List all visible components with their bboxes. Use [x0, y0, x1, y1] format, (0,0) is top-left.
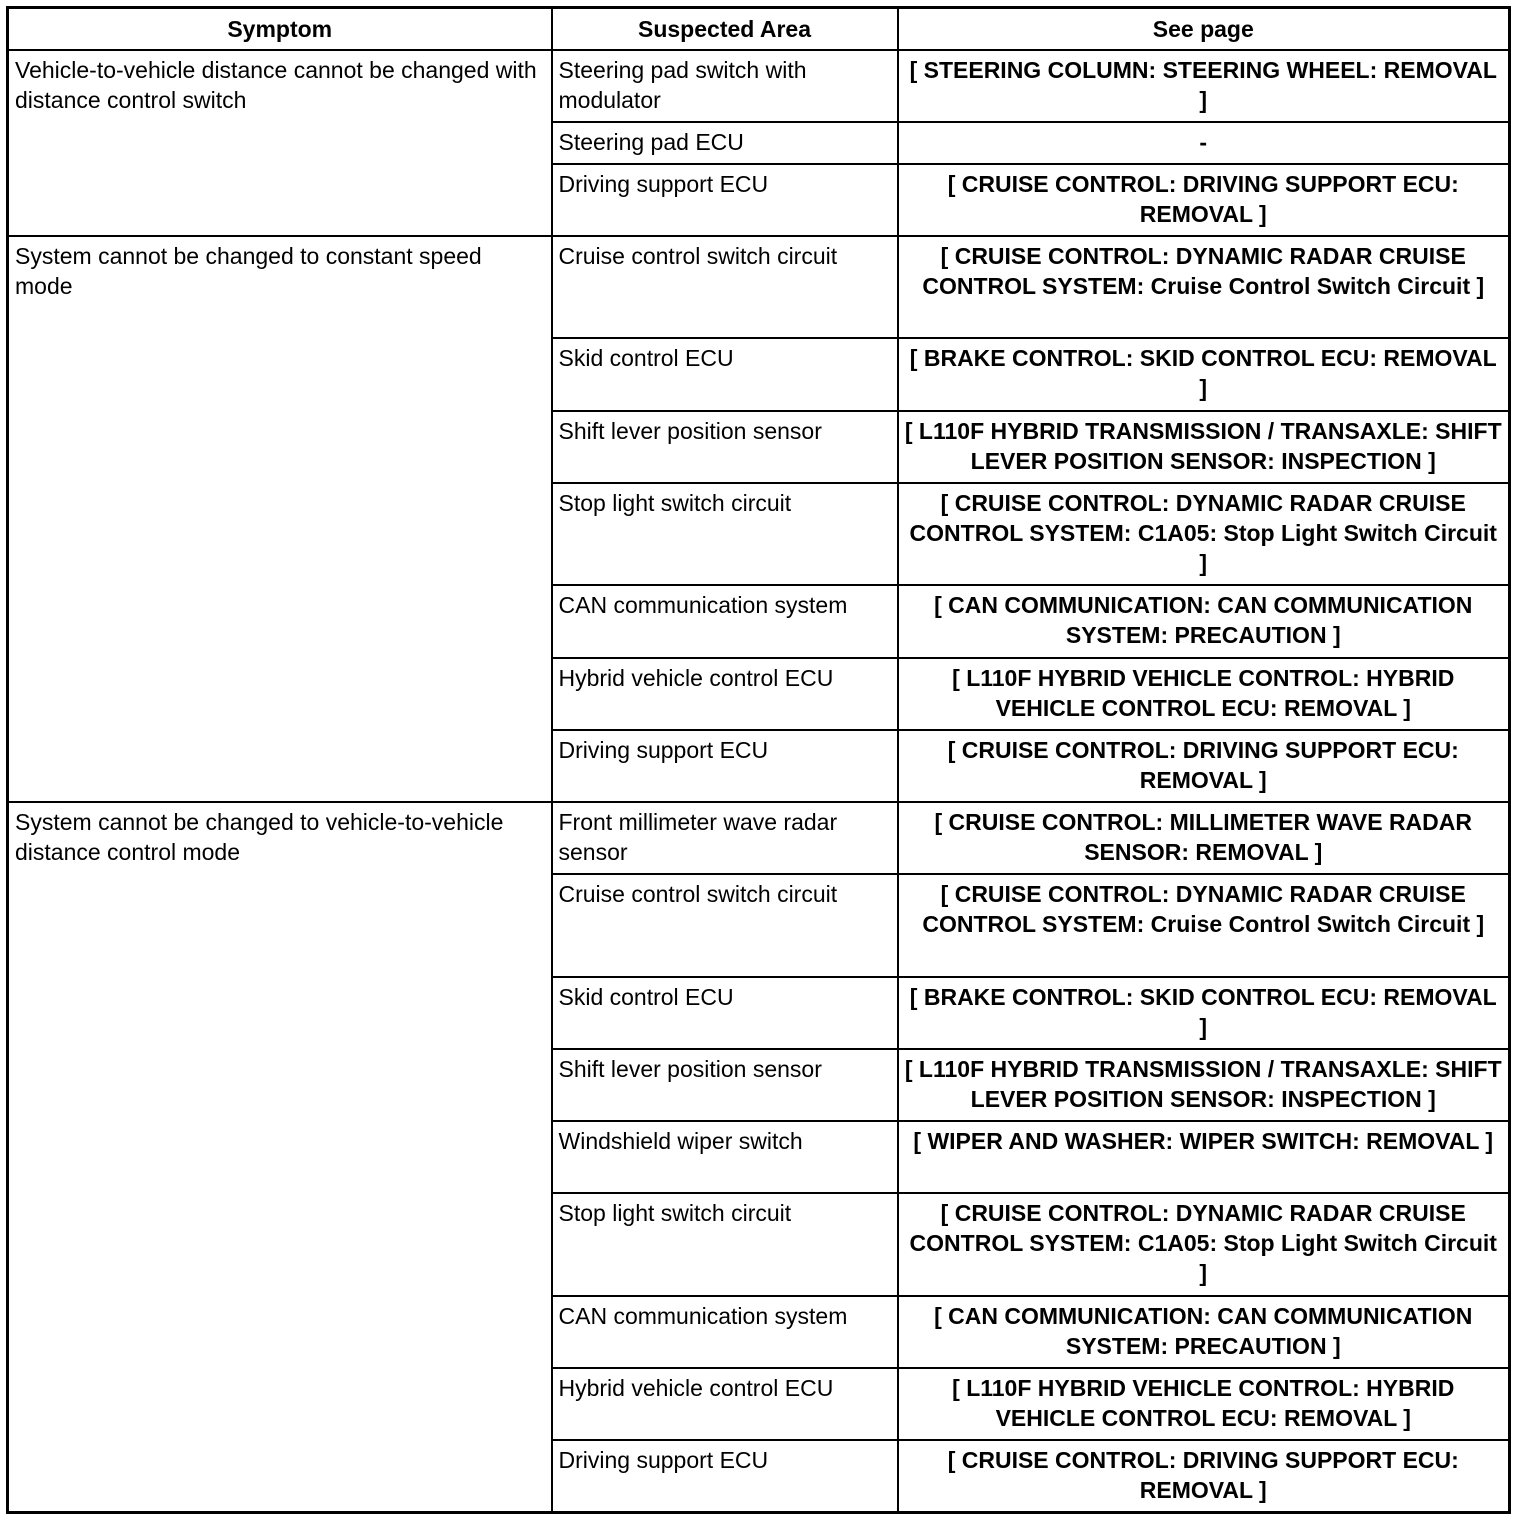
see-page-cell: [ STEERING COLUMN: STEERING WHEEL: REMOVAL ] [898, 50, 1510, 122]
symptom-cell: System cannot be changed to constant speed mode [8, 236, 552, 802]
see-page-cell: [ CRUISE CONTROL: DYNAMIC RADAR CRUISE CONTROL SYSTEM: C1A05: Stop Light Switch Circuit ] [898, 1193, 1510, 1295]
header-symptom: Symptom [8, 8, 552, 50]
suspected-area-cell: Shift lever position sensor [552, 1049, 898, 1121]
table-row [8, 802, 1510, 874]
see-page-cell: [ L110F HYBRID VEHICLE CONTROL: HYBRID VEHICLE CONTROL ECU: REMOVAL ] [898, 658, 1510, 730]
suspected-area-cell: Stop light switch circuit [552, 1193, 898, 1295]
see-page-cell: [ BRAKE CONTROL: SKID CONTROL ECU: REMOVAL ] [898, 338, 1510, 410]
suspected-area-cell: Shift lever position sensor [552, 411, 898, 483]
troubleshooting-table [6, 6, 1511, 1514]
table-row [8, 236, 1510, 338]
see-page-cell: [ L110F HYBRID VEHICLE CONTROL: HYBRID VEHICLE CONTROL ECU: REMOVAL ] [898, 1368, 1510, 1440]
see-page-cell: [ CRUISE CONTROL: DRIVING SUPPORT ECU: REMOVAL ] [898, 1440, 1510, 1512]
see-page-cell: [ CRUISE CONTROL: DYNAMIC RADAR CRUISE CONTROL SYSTEM: Cruise Control Switch Circuit ] [898, 236, 1510, 338]
suspected-area-cell: Steering pad ECU [552, 122, 898, 164]
suspected-area-cell: CAN communication system [552, 1296, 898, 1368]
see-page-cell: [ L110F HYBRID TRANSMISSION / TRANSAXLE: SHIFT LEVER POSITION SENSOR: INSPECTION ] [898, 1049, 1510, 1121]
suspected-area-cell: Windshield wiper switch [552, 1121, 898, 1193]
see-page-cell: [ CRUISE CONTROL: DYNAMIC RADAR CRUISE CONTROL SYSTEM: Cruise Control Switch Circuit ] [898, 874, 1510, 976]
see-page-cell: - [898, 122, 1510, 164]
symptom-cell: Vehicle-to-vehicle distance cannot be changed with distance control switch [8, 50, 552, 237]
see-page-cell: [ WIPER AND WASHER: WIPER SWITCH: REMOVAL ] [898, 1121, 1510, 1193]
see-page-cell: [ CRUISE CONTROL: DYNAMIC RADAR CRUISE CONTROL SYSTEM: C1A05: Stop Light Switch Circuit ] [898, 483, 1510, 585]
see-page-cell: [ CRUISE CONTROL: MILLIMETER WAVE RADAR SENSOR: REMOVAL ] [898, 802, 1510, 874]
see-page-cell: [ BRAKE CONTROL: SKID CONTROL ECU: REMOVAL ] [898, 977, 1510, 1049]
suspected-area-cell: Driving support ECU [552, 730, 898, 802]
see-page-cell: [ CAN COMMUNICATION: CAN COMMUNICATION SYSTEM: PRECAUTION ] [898, 585, 1510, 657]
suspected-area-cell: Skid control ECU [552, 977, 898, 1049]
suspected-area-cell: Driving support ECU [552, 1440, 898, 1512]
suspected-area-cell: Hybrid vehicle control ECU [552, 1368, 898, 1440]
table-row [8, 50, 1510, 122]
suspected-area-cell: Hybrid vehicle control ECU [552, 658, 898, 730]
suspected-area-cell: Cruise control switch circuit [552, 874, 898, 976]
header-row [8, 8, 1510, 50]
suspected-area-cell: Stop light switch circuit [552, 483, 898, 585]
suspected-area-cell: Skid control ECU [552, 338, 898, 410]
see-page-cell: [ CRUISE CONTROL: DRIVING SUPPORT ECU: REMOVAL ] [898, 730, 1510, 802]
see-page-cell: [ CRUISE CONTROL: DRIVING SUPPORT ECU: REMOVAL ] [898, 164, 1510, 236]
see-page-cell: [ CAN COMMUNICATION: CAN COMMUNICATION SYSTEM: PRECAUTION ] [898, 1296, 1510, 1368]
suspected-area-cell: Cruise control switch circuit [552, 236, 898, 338]
suspected-area-cell: CAN communication system [552, 585, 898, 657]
suspected-area-cell: Driving support ECU [552, 164, 898, 236]
suspected-area-cell: Front millimeter wave radar sensor [552, 802, 898, 874]
see-page-cell: [ L110F HYBRID TRANSMISSION / TRANSAXLE: SHIFT LEVER POSITION SENSOR: INSPECTION ] [898, 411, 1510, 483]
suspected-area-cell: Steering pad switch with modulator [552, 50, 898, 122]
symptom-cell: System cannot be changed to vehicle-to-vehicle distance control mode [8, 802, 552, 1513]
header-suspected-area: Suspected Area [552, 8, 898, 50]
header-see-page: See page [898, 8, 1510, 50]
